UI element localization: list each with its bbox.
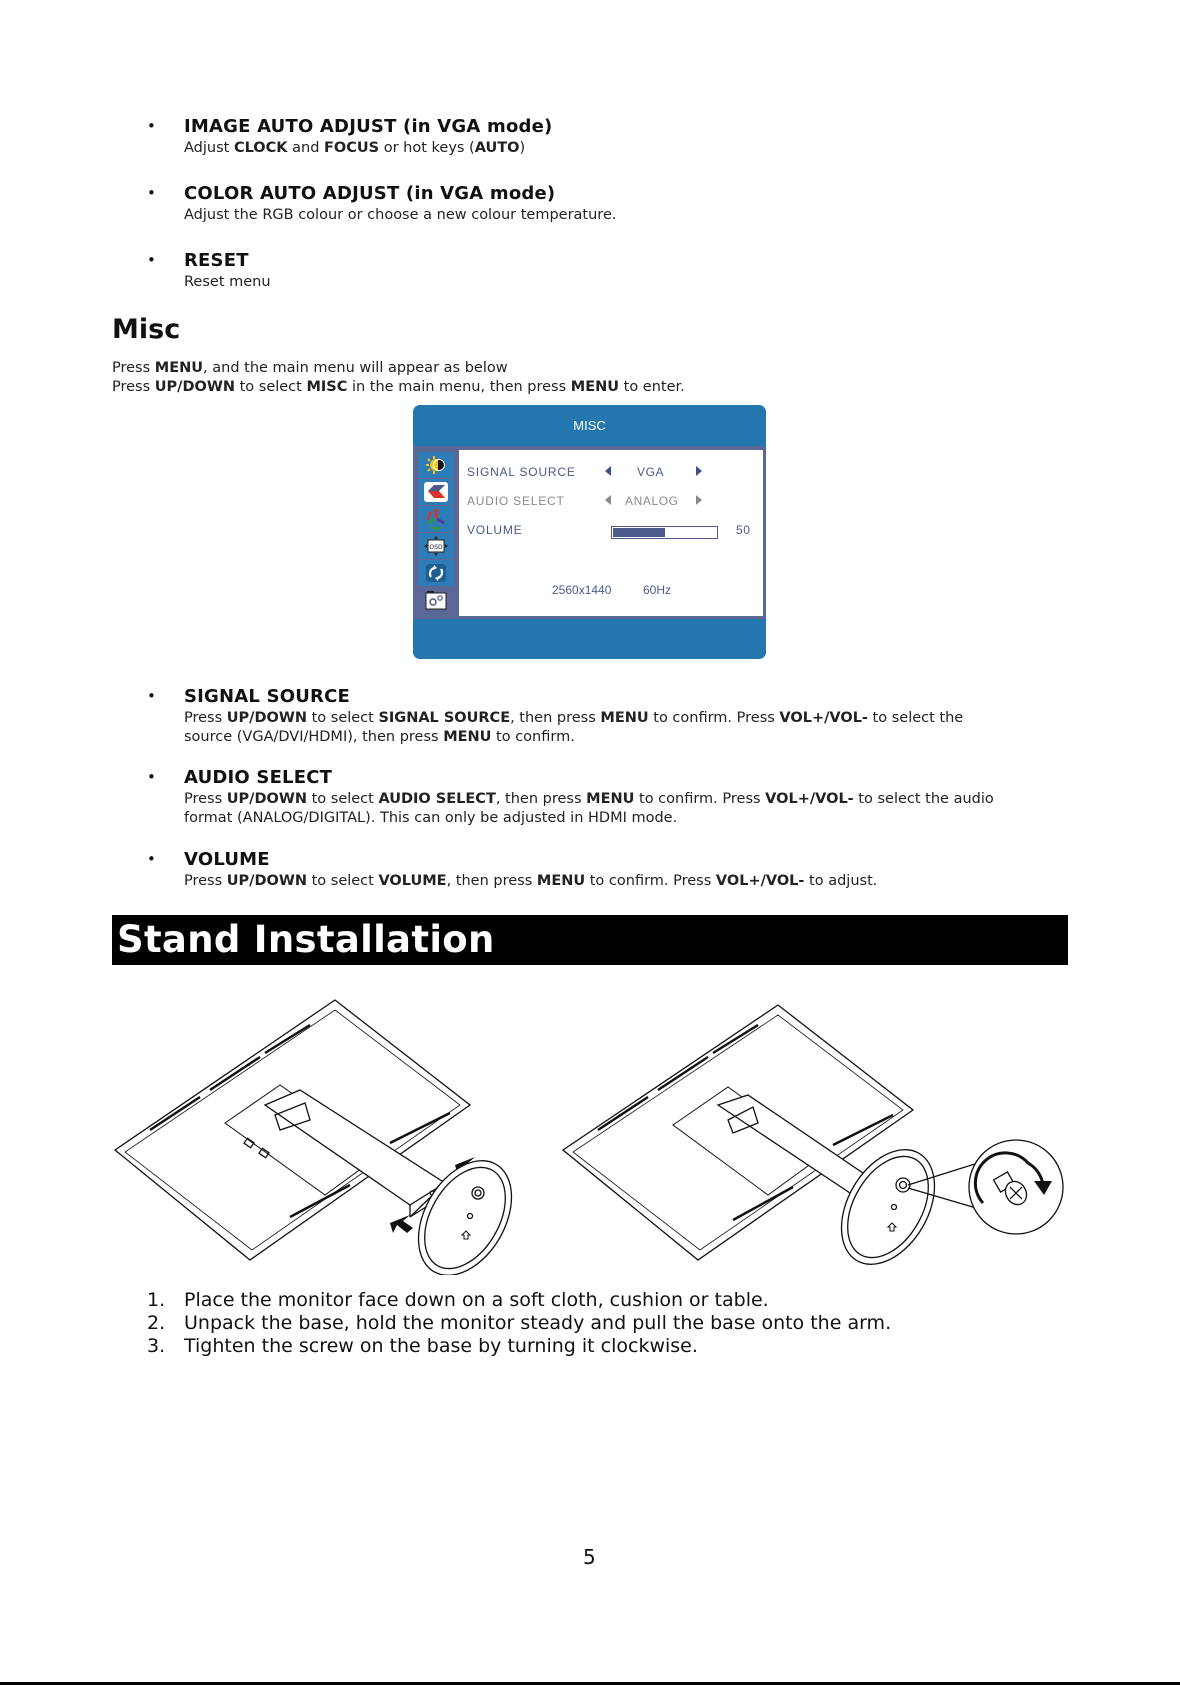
step-number: 3. [147, 1335, 166, 1357]
keyword: FOCUS [324, 140, 380, 156]
keyword: UP/DOWN [154, 379, 235, 395]
bullet: • [147, 768, 156, 786]
text: to select the audio [853, 791, 994, 807]
text: , then press [510, 710, 601, 726]
keyword: VOLUME [378, 873, 447, 889]
keyword: AUTO [474, 140, 520, 156]
keyword: AUDIO SELECT [378, 791, 496, 807]
osd-resolution: 2560x1440 [552, 583, 612, 597]
left-arrow-icon[interactable] [605, 495, 611, 505]
keyword: VOL+/VOL- [779, 710, 868, 726]
text: in the main menu, then press [347, 379, 571, 395]
keyword: VOL+/VOL- [765, 791, 854, 807]
osd-footer [413, 619, 766, 659]
misc-intro-line-1 [112, 360, 508, 376]
osd-value-volume: 50 [736, 523, 751, 537]
text: to confirm. [491, 729, 575, 745]
page-number: 5 [583, 1545, 596, 1569]
step-text: Unpack the base, hold the monitor steady and pull the base onto the arm. [184, 1312, 892, 1334]
text: to select [306, 873, 379, 889]
item-heading: RESET [184, 250, 249, 271]
text: Press [112, 360, 155, 376]
bullet: • [147, 687, 156, 705]
text: to select the [867, 710, 964, 726]
osd-misc-menu-figure [413, 405, 766, 659]
item-heading: COLOR AUTO ADJUST (in VGA mode) [184, 183, 556, 204]
text: Press [184, 791, 227, 807]
keyword: CLOCK [233, 140, 288, 156]
bullet: • [147, 117, 156, 135]
step-number: 1. [147, 1289, 166, 1311]
bullet: • [147, 251, 156, 269]
item-description [184, 139, 525, 158]
keyword: MENU [443, 729, 492, 745]
screw-tighten-illustration [558, 995, 1068, 1275]
osd-sidebar [416, 450, 456, 616]
item-description-line-2: format (ANALOG/DIGITAL). This can only be adjusted in HDMI mode. [184, 810, 678, 826]
item-description-line-1 [184, 790, 994, 809]
text: , then press [446, 873, 537, 889]
text: to select [306, 791, 379, 807]
item-description: Adjust the RGB colour or choose a new colour temperature. [184, 207, 617, 223]
reset-icon [418, 560, 454, 586]
item-description-line-2 [184, 728, 575, 747]
text: Press [184, 873, 227, 889]
keyword: MISC [306, 379, 348, 395]
bullet: • [147, 850, 156, 868]
item-description: Reset menu [184, 274, 271, 290]
osd-refresh-rate: 60Hz [643, 583, 672, 597]
item-heading: IMAGE AUTO ADJUST (in VGA mode) [184, 116, 553, 137]
text: to confirm. Press [634, 791, 766, 807]
osd-value-audio-select: ANALOG [625, 494, 679, 508]
bullet: • [147, 184, 156, 202]
keyword: VOL+/VOL- [715, 873, 805, 889]
section-heading-stand-installation: Stand Installation [117, 918, 495, 961]
volume-slider[interactable] [611, 526, 718, 539]
item-description-line-1 [184, 709, 963, 728]
section-heading-bar [112, 915, 1068, 965]
left-arrow-icon[interactable] [605, 466, 611, 476]
stand-attach-illustration [110, 995, 530, 1275]
item-heading: AUDIO SELECT [184, 767, 333, 788]
keyword: UP/DOWN [226, 710, 307, 726]
text: to select [306, 710, 379, 726]
osd-row-label-signal-source: SIGNAL SOURCE [467, 465, 576, 479]
keyword: MENU [586, 791, 635, 807]
text: to enter. [619, 379, 685, 395]
text: , then press [495, 791, 587, 807]
brightness-contrast-icon [418, 452, 454, 478]
keyword: MENU [570, 379, 620, 395]
item-heading: VOLUME [184, 849, 270, 870]
keyword: UP/DOWN [226, 873, 307, 889]
step-text: Tighten the screw on the base by turning it clockwise. [184, 1335, 698, 1357]
misc-intro-line-2 [112, 379, 685, 395]
text: or hot keys ( [379, 140, 475, 156]
text: ) [519, 140, 526, 156]
keyword: UP/DOWN [226, 791, 307, 807]
osd-row-label-audio-select: AUDIO SELECT [467, 494, 565, 508]
text: to adjust. [804, 873, 878, 889]
text: Adjust [184, 140, 234, 156]
color-icon [418, 506, 454, 532]
text: to select [234, 379, 307, 395]
text: and [287, 140, 325, 156]
keyword: MENU [536, 873, 586, 889]
text: to confirm. Press [585, 873, 716, 889]
osd-title: MISC [573, 418, 606, 433]
text: to confirm. Press [648, 710, 780, 726]
misc-icon [418, 587, 454, 613]
svg-text:OSD: OSD [429, 544, 443, 551]
keyword: SIGNAL SOURCE [378, 710, 511, 726]
item-heading: SIGNAL SOURCE [184, 686, 351, 707]
osd-content [459, 450, 763, 616]
text: Press [184, 710, 227, 726]
keyword: MENU [600, 710, 649, 726]
text: , and the main menu will appear as below [203, 360, 508, 376]
osd-row-label-volume: VOLUME [467, 523, 523, 537]
text: Press [112, 379, 155, 395]
volume-slider-fill [613, 528, 665, 537]
item-description-line-1 [184, 872, 877, 891]
osd-settings-icon [418, 533, 454, 559]
right-arrow-icon[interactable] [696, 495, 702, 505]
step-text: Place the monitor face down on a soft cloth, cushion or table. [184, 1289, 769, 1311]
keyword: MENU [154, 360, 204, 376]
step-number: 2. [147, 1312, 166, 1334]
right-arrow-icon[interactable] [696, 466, 702, 476]
section-heading-misc: Misc [112, 314, 181, 345]
text: source (VGA/DVI/HDMI), then press [184, 729, 444, 745]
osd-value-signal-source: VGA [637, 465, 665, 479]
image-icon [418, 479, 454, 505]
